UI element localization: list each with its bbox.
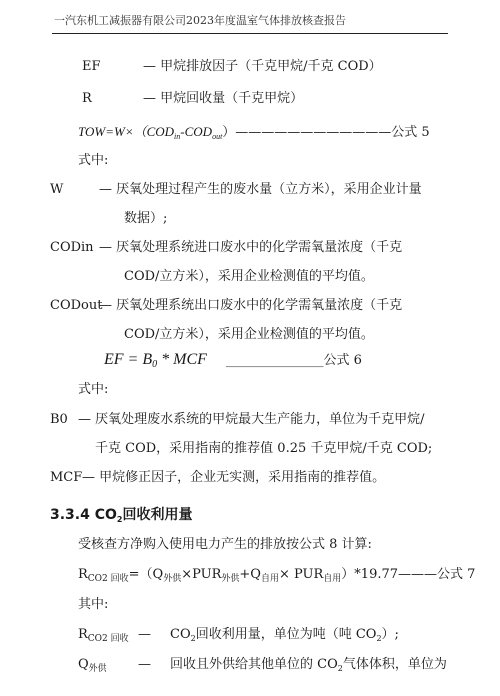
formula-6-right: * MCF: [157, 351, 207, 368]
section-heading-suffix: 回收利用量: [122, 507, 193, 523]
formula-6-left: EF = B: [104, 351, 153, 368]
q-symbol-main: Q: [78, 657, 89, 672]
formula-7-e: ）*19.77———公式 7: [341, 567, 476, 582]
formula-5-sub-in: in: [174, 132, 181, 141]
formula-5: [78, 123, 430, 146]
intro-paragraph: 受核查方净购入使用电力产生的排放按公式 8 计算:: [78, 537, 372, 552]
q-symbol-sub: 外供: [88, 664, 107, 674]
rco2-symbol: [78, 626, 129, 648]
b0-description-1: — 厌氧处理废水系统的甲烷最大生产能力，单位为千克甲烷/: [78, 412, 425, 427]
q-desc-b: 气体体积，单位为: [342, 657, 447, 672]
mcf-description: — 甲烷修正因子，企业无实测，采用指南的推荐值。: [82, 470, 386, 485]
b0-symbol: B0: [50, 412, 68, 427]
b0-description-2: 千克 COD，采用指南的推荐值 0.25 千克甲烷/千克 COD;: [95, 441, 433, 456]
rco2-symbol-sub: CO2 回收: [87, 634, 129, 644]
rco2-desc-sub: 2: [190, 634, 196, 643]
rco2-desc-c: ）;: [381, 627, 399, 642]
page-header: 一汽东机工减振器有限公司2023年度温室气体排放核查报告: [54, 14, 346, 27]
formula-6-sub: 0: [152, 359, 158, 370]
formula-7-d-sub: 自用: [323, 574, 342, 584]
formula-7-a: =（Q: [128, 567, 164, 582]
codin-description-1: — 厌氧处理系统进口废水中的化学需氧量浓度（千克: [99, 240, 403, 255]
rco2-description: [170, 626, 399, 648]
r-description: — 甲烷回收量（千克甲烷）: [143, 91, 304, 106]
formula-7-r-sub: CO2 回收: [87, 574, 129, 584]
formula-5-right: ）————————————公式 5: [222, 125, 430, 140]
codout-description-2: COD/立方米），采用企业检测值的平均值。: [124, 327, 374, 342]
formula-7: [78, 566, 475, 588]
rco2-desc-sub2: 2: [376, 634, 382, 643]
formula-5-sub-out: out: [212, 132, 223, 141]
section-heading-sub: 2: [116, 515, 123, 524]
formula-7-c-sub: 自用: [260, 574, 279, 584]
ef-description: — 甲烷排放因子（千克甲烷/千克 COD）: [143, 59, 382, 74]
formula-7-r: R: [78, 567, 88, 582]
formula-7-b-sub: 外供: [221, 574, 240, 584]
header-rule: [52, 33, 448, 34]
formula-7-c: +Q: [239, 567, 261, 582]
rco2-desc-b: 回收利用量，单位为吨（吨 CO: [195, 627, 377, 642]
rco2-symbol-main: R: [78, 627, 88, 642]
codin-description-2: COD/立方米），采用企业检测值的平均值。: [124, 269, 374, 284]
where-label-3: 其中:: [78, 597, 109, 612]
formula-6-label: _______________公式 6: [226, 353, 362, 368]
codout-symbol: CODout: [50, 298, 103, 313]
w-description-1: — 厌氧处理过程产生的废水量（立方米），采用企业计量: [99, 182, 422, 197]
codin-symbol: CODin: [50, 240, 94, 255]
ef-symbol: EF: [82, 59, 101, 74]
q-dash: —: [138, 657, 151, 672]
where-label-1: 式中:: [78, 153, 109, 168]
mcf-symbol: MCF: [50, 470, 83, 485]
formula-7-b: ×PUR: [181, 567, 222, 582]
section-heading-prefix: 3.3.4 CO: [50, 507, 117, 523]
codout-description-1: — 厌氧处理系统出口废水中的化学需氧量浓度（千克: [99, 298, 403, 313]
w-description-2: 数据）;: [124, 211, 168, 226]
r-symbol: R: [82, 91, 92, 106]
q-desc-sub: 2: [337, 664, 343, 673]
formula-5-mid: -COD: [180, 124, 213, 139]
formula-7-a-sub: 外供: [163, 574, 182, 584]
where-label-2: 式中:: [78, 382, 109, 397]
w-symbol: W: [50, 182, 64, 197]
q-description: [170, 656, 447, 678]
section-heading: [50, 504, 193, 524]
rco2-dash: —: [138, 627, 151, 642]
formula-7-d: × PUR: [278, 567, 324, 582]
formula-5-left: TOW=W×（COD: [78, 124, 175, 139]
rco2-desc-a: CO: [170, 627, 191, 642]
q-desc-a: 回收且外供给其他单位的 CO: [170, 657, 338, 672]
formula-6: [104, 348, 207, 376]
q-symbol: [78, 656, 107, 678]
